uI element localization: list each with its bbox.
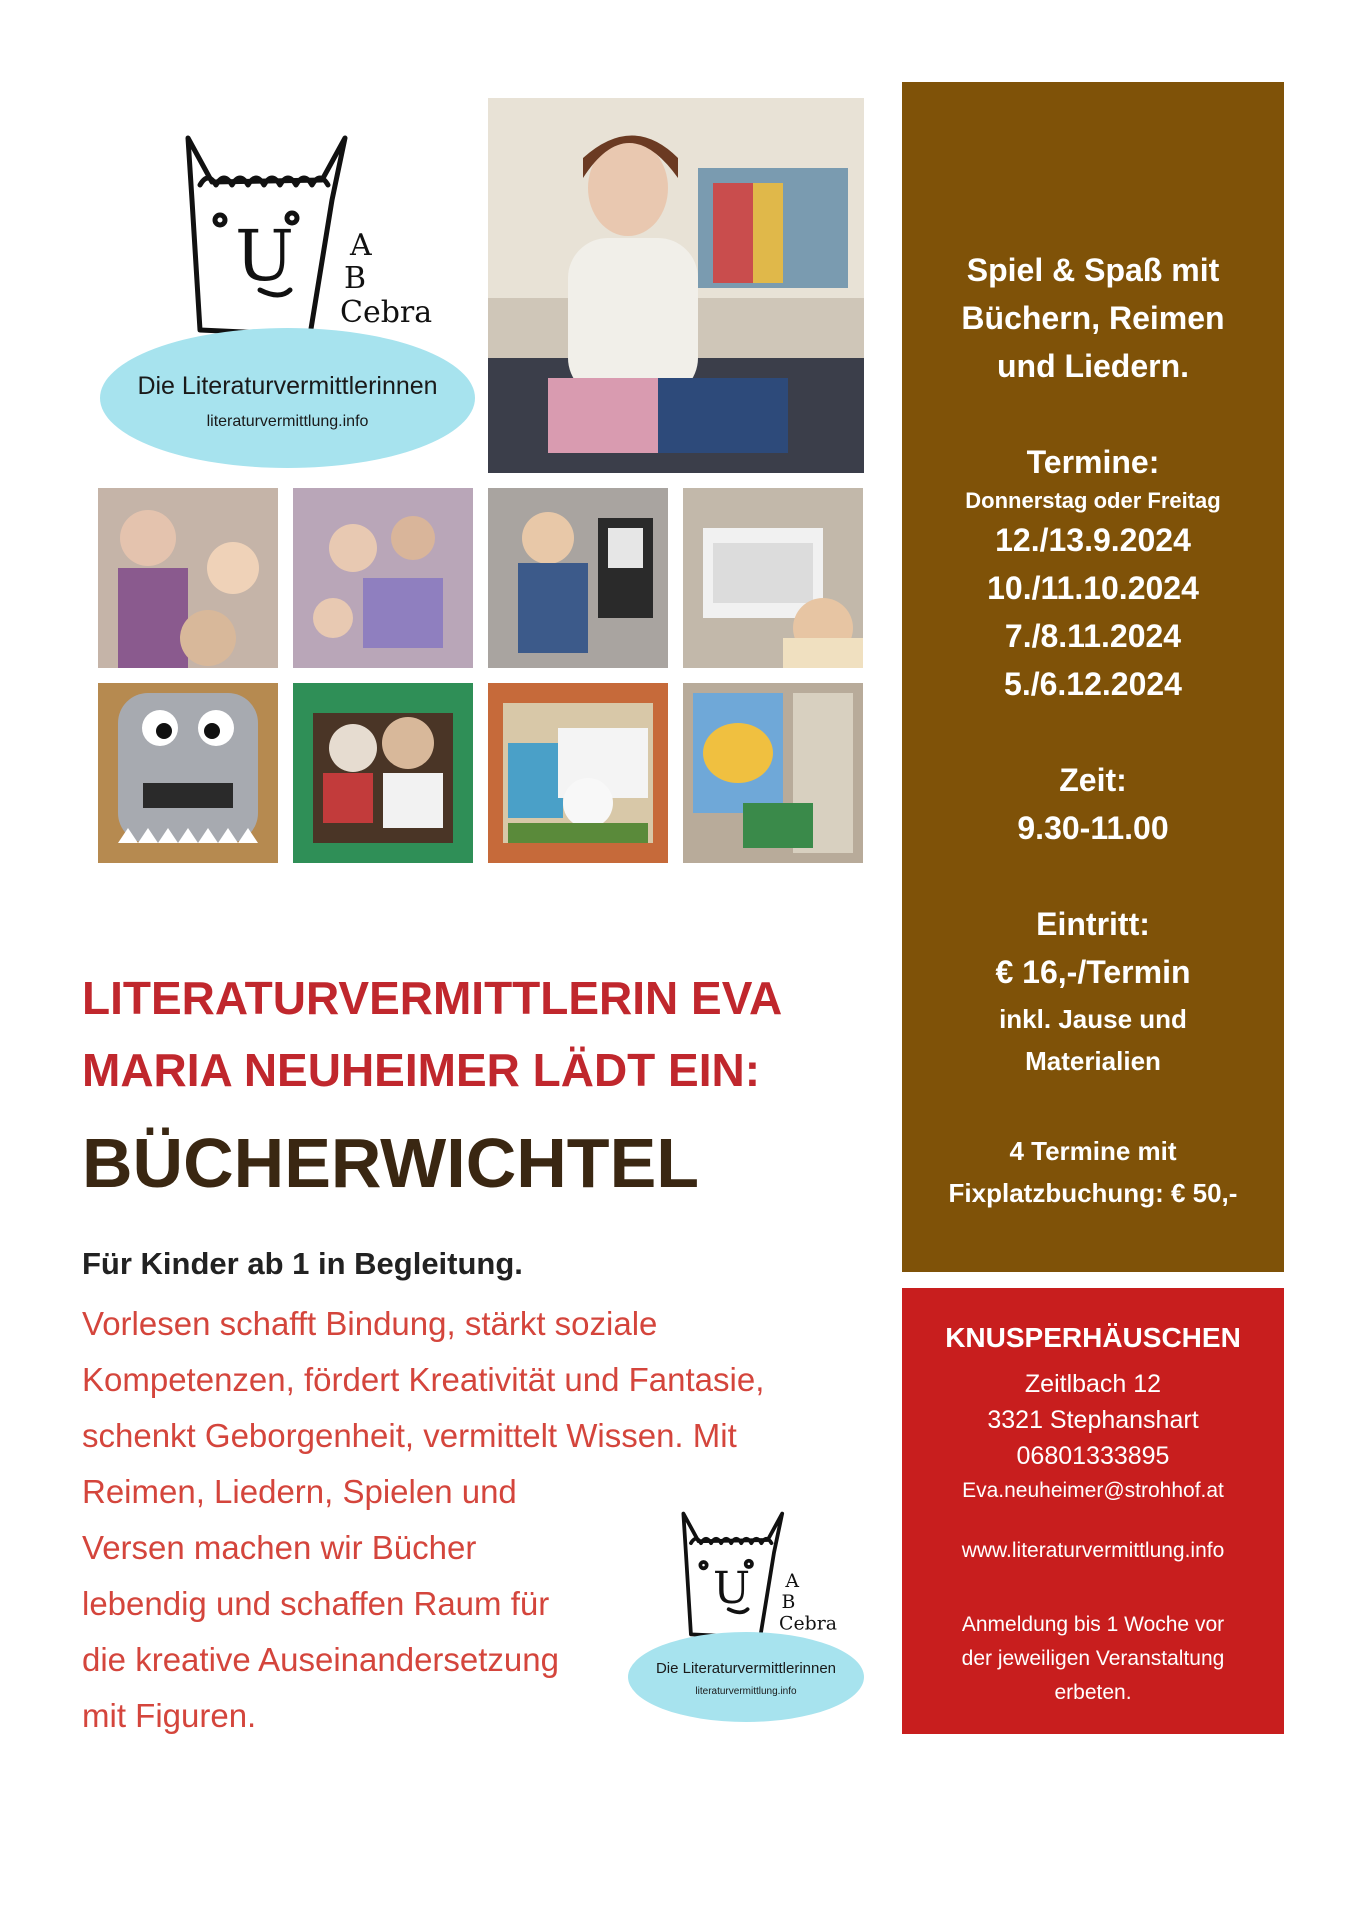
- eintritt-label: Eintritt:: [1036, 906, 1150, 942]
- termine-label: Termine:: [1026, 444, 1160, 480]
- photo-grid-4: [683, 488, 863, 668]
- venue-website[interactable]: www.literaturvermittlung.info: [961, 1539, 1225, 1562]
- photo-grid-7: [488, 683, 668, 863]
- event-title: BÜCHERWICHTEL: [82, 1124, 700, 1202]
- body-line-3: schenkt Geborgenheit, vermittelt Wissen. Mit: [82, 1417, 737, 1454]
- photo-grid-1: [98, 488, 278, 668]
- venue-street: Zeitlbach 12: [1024, 1370, 1162, 1398]
- body-line-5: Versen machen wir Bücher: [82, 1529, 477, 1566]
- bundle-line-2: Fixplatzbuchung: € 50,-: [948, 1178, 1238, 1208]
- audience-subtitle: Für Kinder ab 1 in Begleitung.: [82, 1246, 523, 1281]
- photo-grid-5: [98, 683, 278, 863]
- body-line-8: mit Figuren.: [82, 1697, 257, 1734]
- date-1: 12./13.9.2024: [995, 522, 1191, 558]
- logo-top: [100, 130, 475, 470]
- body-line-4: Reimen, Liedern, Spielen und: [82, 1473, 517, 1510]
- svg-text:B: B: [781, 1590, 796, 1613]
- logo-url-small: literaturvermittlung.info: [695, 1686, 797, 1697]
- price-note-1: inkl. Jause und: [999, 1004, 1187, 1034]
- svg-text:A: A: [350, 228, 372, 263]
- tagline-line-3: und Liedern.: [997, 348, 1189, 384]
- heading-line-1: LITERATURVERMITTLERIN EVA: [82, 972, 783, 1024]
- price: € 16,-/Termin: [995, 954, 1191, 990]
- logo-url: literaturvermittlung.info: [206, 413, 369, 430]
- venue-phone: 06801333895: [1016, 1442, 1170, 1470]
- logo-oval: [100, 328, 475, 468]
- venue-name: KNUSPERHÄUSCHEN: [945, 1322, 1241, 1353]
- photo-grid-2: [293, 488, 473, 668]
- tagline-line-1: Spiel & Spaß mit: [966, 252, 1220, 288]
- info-panel: [902, 82, 1284, 1272]
- logo-bottom: [628, 1508, 864, 1723]
- date-4: 5./6.12.2024: [1004, 666, 1182, 702]
- zeit-label: Zeit:: [1059, 762, 1127, 798]
- logo-title-small: Die Literaturvermittlerinnen: [655, 1660, 837, 1677]
- registration-note-2: der jeweiligen Veranstaltung: [961, 1647, 1225, 1670]
- body-line-1: Vorlesen schafft Bindung, stärkt soziale: [82, 1305, 658, 1342]
- price-note-2: Materialien: [1025, 1046, 1161, 1076]
- photo-grid-3: [488, 488, 668, 668]
- date-2: 10./11.10.2024: [987, 570, 1199, 606]
- svg-text:U: U: [712, 1562, 751, 1614]
- svg-text:A: A: [785, 1570, 799, 1593]
- body-line-6: lebendig und schaffen Raum für: [82, 1585, 550, 1622]
- photo-grid-8: [683, 683, 863, 863]
- svg-text:Cebra: Cebra: [779, 1612, 837, 1635]
- registration-note-1: Anmeldung bis 1 Woche vor: [961, 1613, 1225, 1636]
- heading-line-2: MARIA NEUHEIMER LÄDT EIN:: [82, 1044, 761, 1096]
- venue-email[interactable]: Eva.neuheimer@strohhof.at: [962, 1479, 1224, 1502]
- body-line-2: Kompetenzen, fördert Kreativität und Fantasie,: [82, 1361, 765, 1398]
- svg-text:B: B: [344, 261, 367, 296]
- svg-text:Cebra: Cebra: [340, 295, 433, 330]
- photo-storyteller: [488, 98, 864, 473]
- svg-text:U: U: [235, 215, 294, 297]
- photo-grid-6: [293, 683, 473, 863]
- zeit-value: 9.30-11.00: [1017, 810, 1169, 846]
- registration-note-3: erbeten.: [1054, 1681, 1132, 1704]
- date-3: 7./8.11.2024: [1004, 618, 1182, 654]
- venue-city: 3321 Stephanshart: [987, 1406, 1199, 1434]
- venue-panel: [902, 1288, 1284, 1734]
- tagline-line-2: Büchern, Reimen: [961, 300, 1225, 336]
- body-line-7: die kreative Auseinandersetzung: [82, 1641, 559, 1678]
- bundle-line-1: 4 Termine mit: [1009, 1136, 1177, 1166]
- logo-title: Die Literaturvermittlerinnen: [137, 372, 438, 400]
- logo-oval-small: [628, 1632, 864, 1722]
- termine-note: Donnerstag oder Freitag: [965, 488, 1221, 513]
